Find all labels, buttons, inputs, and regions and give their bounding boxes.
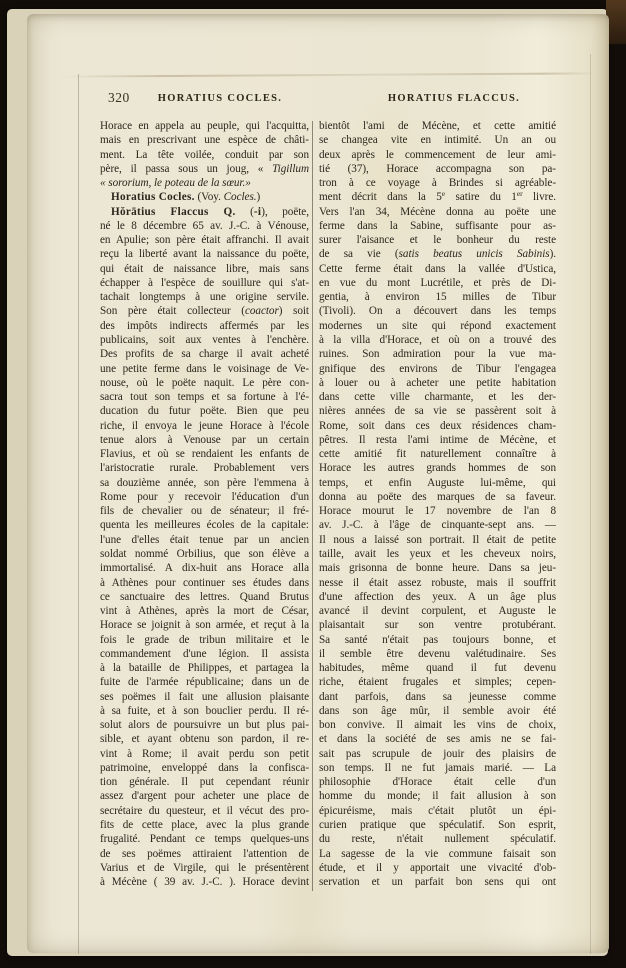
text-line: ducation du futur poëte. Bien que peu [100, 405, 309, 418]
text-line: Horace en appela au peuple, qui l'acquitta, [100, 120, 309, 132]
text-line: ment décrit dans la 5e satire du 1er livre. [319, 190, 556, 204]
text-line: habitudes, même quand il fut devenu [319, 662, 556, 675]
text-line: épicuréisme, mais c'était plutôt un épi- [319, 804, 556, 817]
text-line: une petite ferme dans le voisinage de Ve- [100, 362, 309, 375]
text-line: sait pas scrupule de jouir des plaisirs de [319, 747, 556, 760]
text-line: av. J.-C. à l'âge de cinquante-sept ans. — [319, 519, 556, 532]
text-line: temps, et enfin Auguste lui-même, qui [319, 476, 556, 489]
text-line: à la villa d'Horace, et où on a trouvé des [319, 333, 556, 346]
text-line: plaisantait sur son ventre protubérant. [319, 619, 556, 632]
text-line: Rome, soit dans ces deux résidences cham- [319, 419, 556, 432]
text-line: avancé il devint corpulent, et Auguste le [319, 605, 556, 618]
running-head-right: HORATIUS FLACCUS. [387, 93, 521, 104]
text-line: Horace mourut le 17 novembre de l'an 8 [319, 505, 556, 518]
text-line: d'une affection des yeux. A un âge plus [319, 590, 556, 603]
right-text-column [319, 119, 556, 889]
text-line: à Mécène ( 39 av. J.-C. ). Horace devint [100, 876, 309, 889]
text-line: Son père était collecteur (coactor) soit [100, 305, 309, 318]
text-line: vint à Athènes, après la mort de César, [100, 605, 309, 618]
text-line: modernes un site qui répond exactement [319, 319, 556, 332]
text-line: ferme dans la Sabine, suffisante pour as- [319, 219, 556, 232]
text-line: donna au poëte des marques de sa faveur. [319, 490, 556, 503]
column-divider-rule [312, 121, 313, 891]
text-line: Il nous a laissé son portrait. Il était de petite [319, 533, 556, 546]
text-line: La sagesse de la vie commune faisait son [319, 847, 556, 860]
text-line: en Apulie; son père était affranchi. Il avait [100, 234, 309, 247]
text-line: sa douzième année, son père l'emmena à [100, 476, 309, 489]
text-line: Flavius, et où se rendaient les enfants de [100, 448, 309, 461]
text-line: qui était de naissance libre, mais sans [100, 262, 309, 275]
text-line: tié (37), Horace accompagna son pa- [319, 162, 556, 175]
text-line: de ses poëmes attiraient l'attention de [100, 847, 309, 860]
text-line: curien pratique que spéculatif. Son esprit, [319, 819, 556, 832]
text-line: Horace les autres grands hommes de son [319, 462, 556, 475]
text-line: Vers l'an 34, Mécène donna au poëte une [319, 205, 556, 218]
text-line: mais grisonna de bonne heure. Dans sa jeu- [319, 562, 556, 575]
text-line: ses poëmes il fait une allusion plaisante [100, 690, 309, 703]
text-line: dans son âge mûr, il semble avoir été [319, 704, 556, 717]
text-line: philosophie d'Horace était celle d'un [319, 776, 556, 789]
text-line: pêtres. Il resta l'ami intime de Mécène, et [319, 433, 556, 446]
text-line: soldat nommé Orbilius, que son élève a [100, 547, 309, 560]
text-line: à louer ou à acheter une petite habitation [319, 376, 556, 389]
text-line: nouse, où le poëte naquit. Le père con- [100, 376, 309, 389]
text-line: quenta les meilleures écoles de la capitale: [100, 519, 309, 532]
text-line: sacra tout son temps et sa fortune à l'é- [100, 391, 309, 404]
text-line: frugalité. Pendant ce temps quelques-uns [100, 833, 309, 846]
text-line: du reste, n'était nullement spéculatif. [319, 833, 556, 846]
left-text-column [100, 119, 309, 889]
text-line: Horatius Cocles. (Voy. Cocles.) [111, 191, 261, 204]
text-line: des impôts indirects affermés par les [100, 319, 309, 332]
text-line: publicains, soit aux ventes à l'enchère. [100, 333, 309, 346]
text-line: tion générale. Il put cependant réunir [100, 776, 309, 789]
text-line: à sa fuite, et à son bouclier perdu. Il ré- [100, 704, 309, 717]
text-line: échapper à l'espèce de souillure qui s'at- [100, 276, 309, 289]
text-line: vint à Rome; il avait perdu son petit [100, 747, 309, 760]
text-line: se changea vite en intimité. Un an ou [319, 134, 556, 147]
text-line: il semble être devenu valétudinaire. Ses [319, 647, 556, 660]
text-line: solut alors de poursuivre un but plus pai- [100, 719, 309, 732]
text-line: homme du monde; il fait allusion à son [319, 790, 556, 803]
text-line: tenue alors à Venouse par un certain [100, 433, 309, 446]
text-line: gnifique des environs de Tibur l'engagea [319, 362, 556, 375]
text-line: fits de cette place, avec la plus grande [100, 819, 309, 832]
running-head-left: HORATIUS COCLES. [157, 93, 283, 104]
text-line: père, il passa sous un joug, « Tigillum [100, 162, 309, 175]
text-line: Varius et de Virgile, qui le présentèrent [100, 861, 309, 874]
text-line: cette amitié fit naturellement connaître à [319, 448, 556, 461]
text-line: Hŏrātius Flaccus Q. (-i), poëte, [111, 205, 309, 218]
text-line: étude, et il y apportait une vivacité d'ob- [319, 861, 556, 874]
text-line: sible, et ayant obtenu son pardon, il re- [100, 733, 309, 746]
text-line: et dans la société de ses amis ne se fai- [319, 733, 556, 746]
text-line: commandement d'une légion. Il assista [100, 647, 309, 660]
text-line: né le 8 décembre 65 av. J.-C. à Vénouse, [100, 219, 309, 232]
text-line: nières années de sa vie se passèrent soit à [319, 405, 556, 418]
text-line: ce sanctuaire des lettres. Quand Brutus [100, 590, 309, 603]
deckle-edge [57, 72, 597, 77]
text-line: de sa vie (satis beatus unicis Sabinis). [319, 248, 556, 261]
text-line: à Athènes pour continuer ses études dans [100, 576, 309, 589]
text-line: deux après le commencement de leur ami- [319, 148, 556, 161]
text-line: dans cette ville charmante, et les der- [319, 391, 556, 404]
text-line: bientôt l'ami de Mécène, et cette amitié [319, 120, 556, 132]
text-line: Horace se joignit à son armée, et reçut à la [100, 619, 309, 632]
text-line: assez d'argent pour acheter une place de [100, 790, 309, 803]
left-fold-crease [78, 74, 79, 954]
text-line: dant parfois, dans sa jeunesse comme [319, 690, 556, 703]
text-line: en vue du mont Lucrétile, et près de Di- [319, 276, 556, 289]
text-line: Cette ferme était dans la vallée d'Ustica, [319, 262, 556, 275]
text-line: riche, étaient frugales et simples; cepen- [319, 676, 556, 689]
text-line: immortalisé. A dix-huit ans Horace alla [100, 562, 309, 575]
book-cover-sliver [606, 0, 626, 44]
fore-edge-crease [590, 54, 591, 954]
text-line: fois le grade de tribun militaire et le [100, 633, 309, 646]
text-line: « sororium, le poteau de la sœur.» [100, 177, 251, 190]
text-line: Des profits de sa charge il avait acheté [100, 348, 309, 361]
text-line: fuite de l'armée républicaine; dans un de [100, 676, 309, 689]
text-line: nesse il était assez robuste, mais il souffrit [319, 576, 556, 589]
text-line: bon convive. Il aimait les vins de choix, [319, 719, 556, 732]
text-line: secrétaire du questeur, et il vécut des pro- [100, 804, 309, 817]
text-line: tachait longtemps à une origine servile. [100, 291, 309, 304]
text-line: reçu la liberté avant la naissance du poëte, [100, 248, 309, 261]
text-line: Sa santé n'était pas toujours bonne, et [319, 633, 556, 646]
text-line: gentia, à environ 15 milles de Tibur [319, 291, 556, 304]
text-line: riche, il envoya le jeune Horace à l'école [100, 419, 309, 432]
text-line: surer l'aisance et le bonheur du reste [319, 234, 556, 247]
text-line: à la bataille de Philippes, et partagea la [100, 662, 309, 675]
text-line: l'aristocratie rurale. Probablement vers [100, 462, 309, 475]
text-line: servation et un parfait bon sens qui ont [319, 876, 556, 889]
text-line: (Tivoli). On a découvert dans les temps [319, 305, 556, 318]
text-line: tron à ce voyage à Brindes si agréable- [319, 177, 556, 190]
text-line: mais en prescrivant une espèce de châti- [100, 134, 309, 147]
page-number: 320 [108, 90, 130, 105]
text-line: ment. La tête voilée, conduit par son [100, 148, 309, 161]
text-line: Rome pour y recevoir l'éducation d'un [100, 490, 309, 503]
text-line: ruines. Son admiration pour la vue ma- [319, 348, 556, 361]
text-line: patrimoine, enveloppé dans la confisca- [100, 761, 309, 774]
text-line: fils de chevalier ou de sénateur; il fré- [100, 505, 309, 518]
text-line: l'une d'elles était tenue par un ancien [100, 533, 309, 546]
text-line: taille, avait les yeux et les cheveux noirs, [319, 547, 556, 560]
text-line: son temps. Il ne fut jamais marié. — La [319, 761, 556, 774]
